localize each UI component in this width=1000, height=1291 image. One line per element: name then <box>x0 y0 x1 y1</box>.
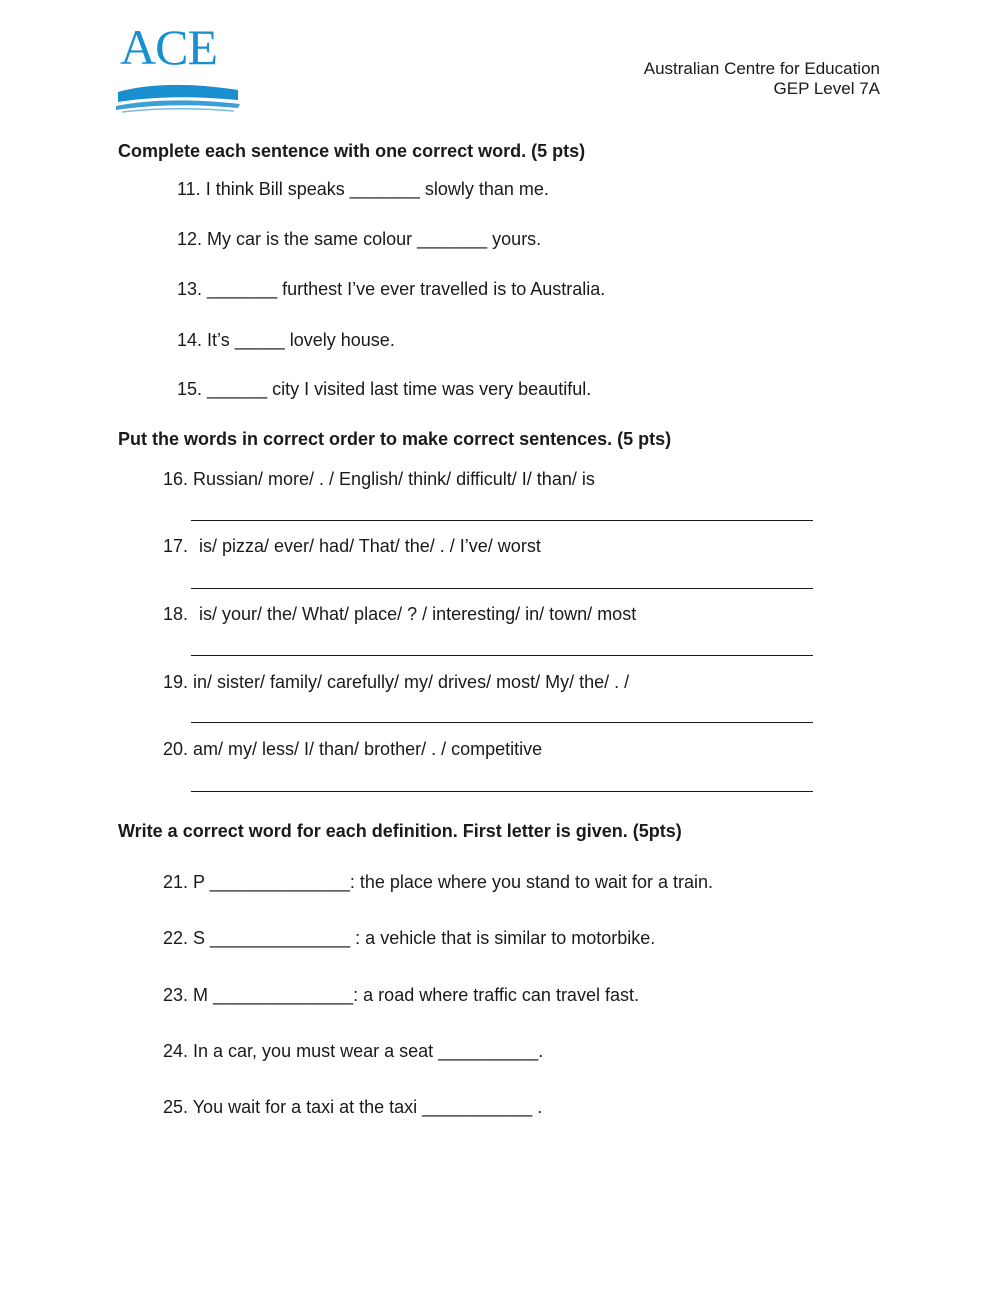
question-16 <box>163 468 595 490</box>
answer-line-16[interactable] <box>191 520 813 521</box>
question-22: 22. S ______________ : a vehicle that is similar to motorbike. <box>163 928 656 948</box>
question-text: Russian/ more/ . / English/ think/ difficult/ I/ than/ is <box>193 469 595 489</box>
question-number: 18. <box>163 604 189 624</box>
question-number: 17. <box>163 536 189 556</box>
logo-swoosh-icon <box>116 70 242 130</box>
level-label: GEP Level 7A <box>773 79 880 98</box>
question-number: 19. <box>163 672 189 692</box>
org-name: Australian Centre for Education <box>643 59 880 78</box>
question-24: 24. In a car, you must wear a seat __________. <box>163 1041 544 1061</box>
question-11: 11. I think Bill speaks _______ slowly than me. <box>177 179 549 199</box>
question-21: 21. P ______________: the place where you stand to wait for a train. <box>163 872 714 892</box>
question-14: 14. It’s _____ lovely house. <box>177 330 395 350</box>
question-15: 15. ______ city I visited last time was very beautiful. <box>177 379 592 399</box>
header-info <box>644 59 880 99</box>
question-20 <box>163 738 542 760</box>
answer-line-20[interactable] <box>191 791 813 792</box>
question-text: in/ sister/ family/ carefully/ my/ drives/ most/ My/ the/ . / <box>193 672 630 692</box>
question-12: 12. My car is the same colour _______ yours. <box>177 229 542 249</box>
question-23: 23. M ______________: a road where traffic can travel fast. <box>163 985 639 1005</box>
ace-logo <box>116 19 242 106</box>
question-text: is/ your/ the/ What/ place/ ? / interesting/ in/ town/ most <box>199 604 637 624</box>
question-18 <box>163 603 636 625</box>
section3-title: Write a correct word for each definition. First letter is given. (5pts) <box>118 821 682 841</box>
answer-line-19[interactable] <box>191 722 813 723</box>
question-text: is/ pizza/ ever/ had/ That/ the/ . / I’ve/ worst <box>199 536 541 556</box>
question-number: 20. <box>163 739 189 759</box>
question-13: 13. _______ furthest I’ve ever travelled is to Australia. <box>177 279 606 299</box>
logo-text: ACE <box>120 19 217 75</box>
question-text: am/ my/ less/ I/ than/ brother/ . / competitive <box>193 739 543 759</box>
question-number: 16. <box>163 469 189 489</box>
section1-title: Complete each sentence with one correct word. (5 pts) <box>118 141 586 161</box>
question-19 <box>163 671 629 693</box>
answer-line-18[interactable] <box>191 655 813 656</box>
answer-line-17[interactable] <box>191 588 813 589</box>
question-25: 25. You wait for a taxi at the taxi ___________ . <box>163 1097 543 1117</box>
section2-title: Put the words in correct order to make correct sentences. (5 pts) <box>118 429 672 449</box>
question-17 <box>163 535 541 557</box>
